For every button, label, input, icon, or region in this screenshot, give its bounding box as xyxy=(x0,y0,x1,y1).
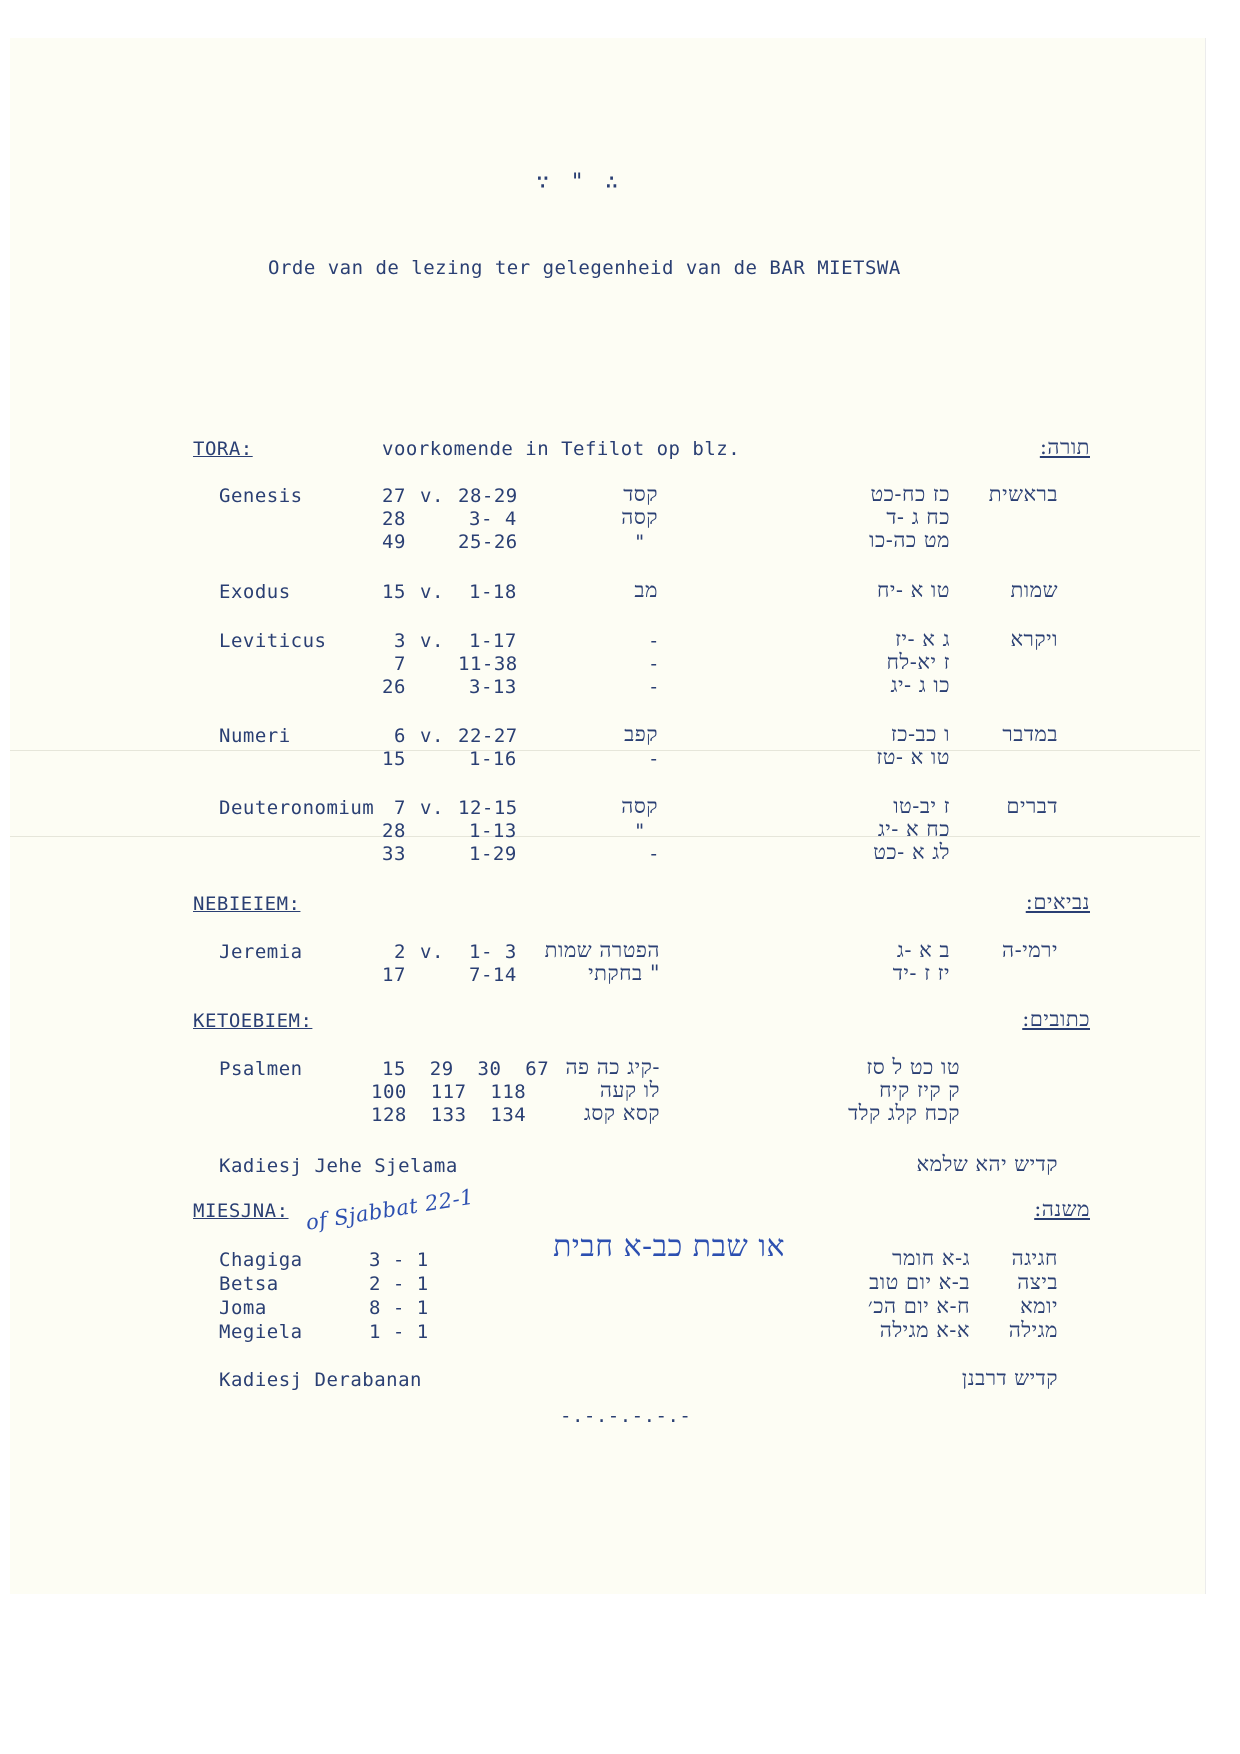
handwritten-note: of Sjabbat 22-1 xyxy=(304,1184,476,1235)
hebrew-ref: טו א -יח xyxy=(876,578,950,602)
miesjna-heading: MIESJNA: xyxy=(193,1200,289,1222)
tractate-ref-he: ב-א יום טוב xyxy=(869,1270,970,1294)
tractate-ref-he: א-א מגילה xyxy=(879,1318,970,1342)
kadiesj-label-he: קדיש יהא שלמא xyxy=(916,1152,1058,1176)
tractate-ref: 8 - 1 xyxy=(369,1297,429,1319)
kadiesj-derabanan-he: קדיש דרבנן xyxy=(961,1366,1058,1390)
verses: 3-13 xyxy=(469,676,517,698)
book-name: Exodus xyxy=(219,581,291,603)
verses: 1-17 xyxy=(469,630,517,652)
verses: 22-27 xyxy=(458,725,518,747)
page-title: Orde van de lezing ter gelegenheid van de BAR MIETSWA xyxy=(268,257,901,279)
chapter: 15 xyxy=(382,581,406,603)
chapter: 26 xyxy=(382,676,406,698)
tractate-name: Megiela xyxy=(219,1321,303,1343)
chapter: 28 xyxy=(382,508,406,530)
tractate-name-he: מגילה xyxy=(1008,1318,1058,1342)
chapter: 15 xyxy=(382,748,406,770)
book-name: Psalmen xyxy=(219,1058,303,1080)
psalm-numbers: 128 133 134 xyxy=(371,1104,527,1126)
verses: 12-15 xyxy=(458,797,518,819)
tractate-name-he: חגיגה xyxy=(1011,1246,1058,1270)
book-name-he: דברים xyxy=(1006,794,1058,818)
hebrew-ref: ב א -ג xyxy=(896,938,950,962)
tractate-ref-he: ח-א יום הכ׳ xyxy=(867,1294,970,1318)
hebrew-ref: קכח קלג קלד xyxy=(848,1101,960,1125)
verses: 1- 3 xyxy=(469,941,517,963)
hebrew-ref: ק קיז קיח xyxy=(879,1078,960,1102)
chapter: 17 xyxy=(382,964,406,986)
tractate-name: Joma xyxy=(219,1297,267,1319)
verses: 7-14 xyxy=(469,964,517,986)
chapter: 2 xyxy=(394,941,406,963)
page-ref: מב xyxy=(634,578,658,602)
page-ref: - xyxy=(648,630,660,652)
verses: 1-13 xyxy=(469,820,517,842)
book-name: Genesis xyxy=(219,485,303,507)
verse-mark: v. xyxy=(420,725,444,747)
ketoebiem-heading: KETOEBIEM: xyxy=(193,1010,313,1032)
book-name: Leviticus xyxy=(219,630,327,652)
chapter: 7 xyxy=(394,797,406,819)
psalm-numbers: 15 29 30 67 xyxy=(382,1058,550,1080)
footer-dashes: -.-.-.-.-.- xyxy=(560,1405,692,1427)
verses: 11-38 xyxy=(458,653,518,675)
verses: 3- 4 xyxy=(469,508,517,530)
chapter: 27 xyxy=(382,485,406,507)
page-ref: " xyxy=(634,531,646,553)
tractate-ref: 3 - 1 xyxy=(369,1249,429,1271)
tractate-name-he: יומא xyxy=(1020,1294,1058,1318)
book-name-he: ויקרא xyxy=(1010,627,1058,651)
kadiesj-derabanan: Kadiesj Derabanan xyxy=(219,1369,422,1391)
verses: 1-29 xyxy=(469,843,517,865)
page-ref: קסד xyxy=(623,482,658,506)
hebrew-ref: מט כה-כו xyxy=(869,528,950,552)
tractate-ref: 2 - 1 xyxy=(369,1273,429,1295)
verses: 1-18 xyxy=(469,581,517,603)
tractate-ref-he: ג-א חומר xyxy=(892,1246,970,1270)
chapter: 33 xyxy=(382,843,406,865)
verses: 1-16 xyxy=(469,748,517,770)
hebrew-ref: ו כב-כז xyxy=(890,722,950,746)
nebieiem-heading-he: נביאים: xyxy=(1025,890,1090,914)
page-ref: - xyxy=(648,843,660,865)
chapter: 7 xyxy=(394,653,406,675)
book-name-he: ירמי-ה xyxy=(1002,938,1058,962)
verse-mark: v. xyxy=(420,485,444,507)
verse-mark: v. xyxy=(420,797,444,819)
book-name-he: שמות xyxy=(1010,578,1058,602)
page-ref: - xyxy=(648,653,660,675)
chapter: 28 xyxy=(382,820,406,842)
tractate-ref: 1 - 1 xyxy=(369,1321,429,1343)
page-ref: - xyxy=(648,748,660,770)
ketoebiem-heading-he: כתובים: xyxy=(1022,1007,1090,1031)
haftara-note: הפטרה שמות xyxy=(544,938,660,962)
kadiesj-label: Kadiesj Jehe Sjelama xyxy=(219,1155,458,1177)
hebrew-ref: ז יא-לח xyxy=(886,650,950,674)
book-name: Numeri xyxy=(219,725,291,747)
tora-heading: TORA: xyxy=(193,438,253,460)
verses: 25-26 xyxy=(458,531,518,553)
hebrew-ref: ז יב-טו xyxy=(893,794,950,818)
book-name: Deuteronomium xyxy=(219,797,375,819)
header-symbol: ∵ " ∴ xyxy=(536,170,623,195)
page-ref: קפב xyxy=(624,722,658,746)
verse-mark: v. xyxy=(420,581,444,603)
hebrew-ref: לג א -כט xyxy=(873,840,950,864)
hebrew-ref: כו ג -יג xyxy=(890,673,950,697)
miesjna-heading-he: משנה: xyxy=(1034,1197,1090,1221)
hebrew-ref: טו א -טז xyxy=(876,745,950,769)
fold-line xyxy=(10,750,1200,751)
hebrew-ref: טו כט ל סז xyxy=(866,1055,960,1079)
page-ref: " xyxy=(634,820,646,842)
fold-line xyxy=(10,836,1200,837)
hebrew-ref: יז ז -יד xyxy=(892,961,950,985)
hebrew-ref: כז כח-כט xyxy=(870,482,950,506)
psalm-numbers: 100 117 118 xyxy=(371,1081,527,1103)
book-name-he: בראשית xyxy=(988,482,1058,506)
chapter: 6 xyxy=(394,725,406,747)
hebrew-ref: ג א -יז xyxy=(895,627,950,651)
verses: 28-29 xyxy=(458,485,518,507)
verse-mark: v. xyxy=(420,630,444,652)
hebrew-ref: כח א -יג xyxy=(877,817,950,841)
chapter: 3 xyxy=(394,630,406,652)
tractate-name: Chagiga xyxy=(219,1249,303,1271)
tora-heading-he: תורה: xyxy=(1039,435,1090,459)
tractate-name-he: ביצה xyxy=(1017,1270,1058,1294)
page-ref: לו קעה xyxy=(599,1078,660,1102)
hebrew-ref: כח ג -ד xyxy=(886,505,950,529)
tractate-name: Betsa xyxy=(219,1273,279,1295)
handwritten-note-he: או שבת כב-א חבית xyxy=(553,1229,785,1264)
page-ref: קסה xyxy=(621,794,658,818)
tora-subheading: voorkomende in Tefilot op blz. xyxy=(382,438,741,460)
page-ref: - xyxy=(648,676,660,698)
book-name: Jeremia xyxy=(219,941,303,963)
haftara-note: " בחקתי xyxy=(588,961,660,985)
chapter: 49 xyxy=(382,531,406,553)
page-ref: קסא קסג xyxy=(583,1101,660,1125)
book-name-he: במדבר xyxy=(1002,722,1058,746)
verse-mark: v. xyxy=(420,941,444,963)
nebieiem-heading: NEBIEIEM: xyxy=(193,893,301,915)
page-ref: -קיג כה פה xyxy=(565,1055,660,1079)
page-ref: קסה xyxy=(621,505,658,529)
